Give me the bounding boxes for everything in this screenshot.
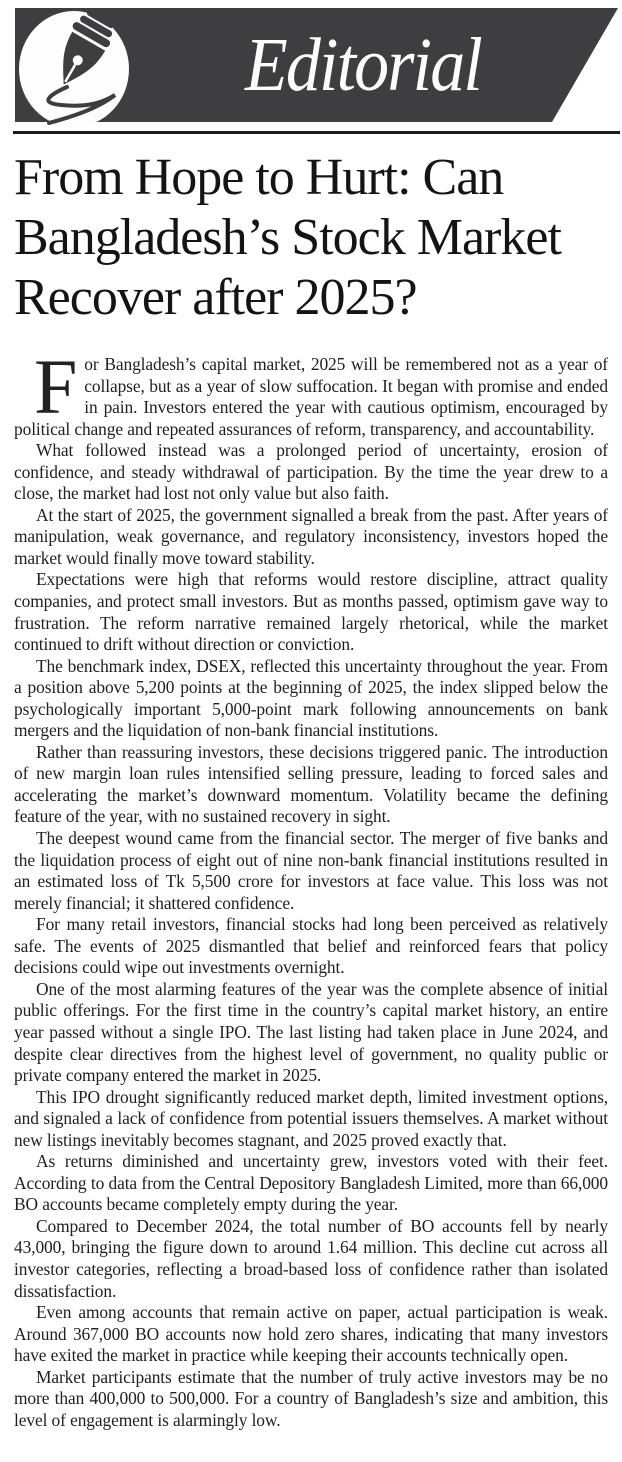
article-paragraph: Even among accounts that remain active on paper, actual participation is weak. Around 367,000 BO accounts now hold zero shares, indicating that many investors have exited the market in practice while keeping their accounts technically open. xyxy=(14,1302,608,1366)
article-paragraph: The benchmark index, DSEX, reflected this uncertainty throughout the year. From a position above 5,200 points at the beginning of 2025, the index slipped below the psychologically important 5,000-point mark following announcements on bank mergers and the liquidation of non-bank financial institutions. xyxy=(14,655,608,741)
logo-circle xyxy=(19,11,129,127)
header-divider xyxy=(13,131,620,134)
article-paragraph: One of the most alarming features of the year was the complete absence of initial public offerings. For the first time in the country’s capital market history, an entire year passed without a single IPO. The last listing had taken place in June 2024, and despite clear directives from the highest level of government, no quality public or private company entered the market in 2025. xyxy=(14,978,608,1086)
article-paragraph: The deepest wound came from the financial sector. The merger of five banks and the liquidation process of eight out of nine non-bank financial institutions resulted in an estimated loss of Tk 5,500 crore for investors at face value. This loss was not merely financial; it shattered confidence. xyxy=(14,828,608,913)
section-title: Editorial xyxy=(245,22,481,107)
article-paragraph: For many retail investors, financial stocks had long been perceived as relatively safe. The events of 2025 dismantled that belief and reinforced fears that policy decisions could wipe out investments overnight. xyxy=(14,914,608,978)
headline-line-1: From Hope to Hurt: Can xyxy=(14,149,504,206)
headline-line-2: Bangladesh’s Stock Market xyxy=(14,209,561,266)
article-body xyxy=(14,343,608,1431)
article-paragraph xyxy=(14,343,608,440)
article-paragraph: At the start of 2025, the government signalled a break from the past. After years of manipulation, weak governance, and regulatory inconsistency, investors hoped the market would finally move toward stability. xyxy=(14,504,608,568)
article-paragraph: This IPO drought significantly reduced market depth, limited investment options, and signaled a lack of confidence from potential issuers themselves. A market without new listings inevitably becomes stagnant, and 2025 proved exactly that. xyxy=(14,1086,608,1150)
article-paragraph: Expectations were high that reforms would restore discipline, attract quality companies, and protect small investors. But as months passed, optimism gave way to frustration. The reform narrative remained largely rhetorical, while the market continued to drift without direction or conviction. xyxy=(14,569,608,655)
paragraph-text: or Bangladesh’s capital market, 2025 will be remembered not as a year of collapse, but as a year of slow suffocation. It began with promise and ended in pain. Investors entered the year with cautious optimism, encouraged by political change and repeated assurances of reform, transparency, and accountability. xyxy=(14,354,608,439)
article-headline xyxy=(14,148,610,328)
article-paragraph: Compared to December 2024, the total number of BO accounts fell by nearly 43,000, bringing the figure down to around 1.64 million. This decline cut across all investor categories, reflecting a broad-based loss of confidence rather than isolated dissatisfaction. xyxy=(14,1215,608,1301)
article-paragraph: Market participants estimate that the number of truly active investors may be no more than 400,000 to 500,000. For a country of Bangladesh’s size and ambition, this level of engagement is alarmingly low. xyxy=(14,1366,608,1430)
article-paragraph: Rather than reassuring investors, these decisions triggered panic. The introduction of new margin loan rules intensified selling pressure, leading to forced sales and accelerating the market’s downward momentum. Volatility became the defining feature of the year, with no sustained recovery in sight. xyxy=(14,741,608,827)
article-paragraph: What followed instead was a prolonged period of uncertainty, erosion of confidence, and steady withdrawal of participation. By the time the year drew to a close, the market had lost not only value but also faith. xyxy=(14,440,608,504)
headline-line-3: Recover after 2025? xyxy=(14,269,417,326)
article-paragraph: As returns diminished and uncertainty grew, investors voted with their feet. According to data from the Central Depository Bangladesh Limited, more than 66,000 BO accounts became completely empty during the year. xyxy=(14,1151,608,1215)
fountain-pen-icon xyxy=(19,11,129,127)
drop-cap: F xyxy=(34,343,78,430)
